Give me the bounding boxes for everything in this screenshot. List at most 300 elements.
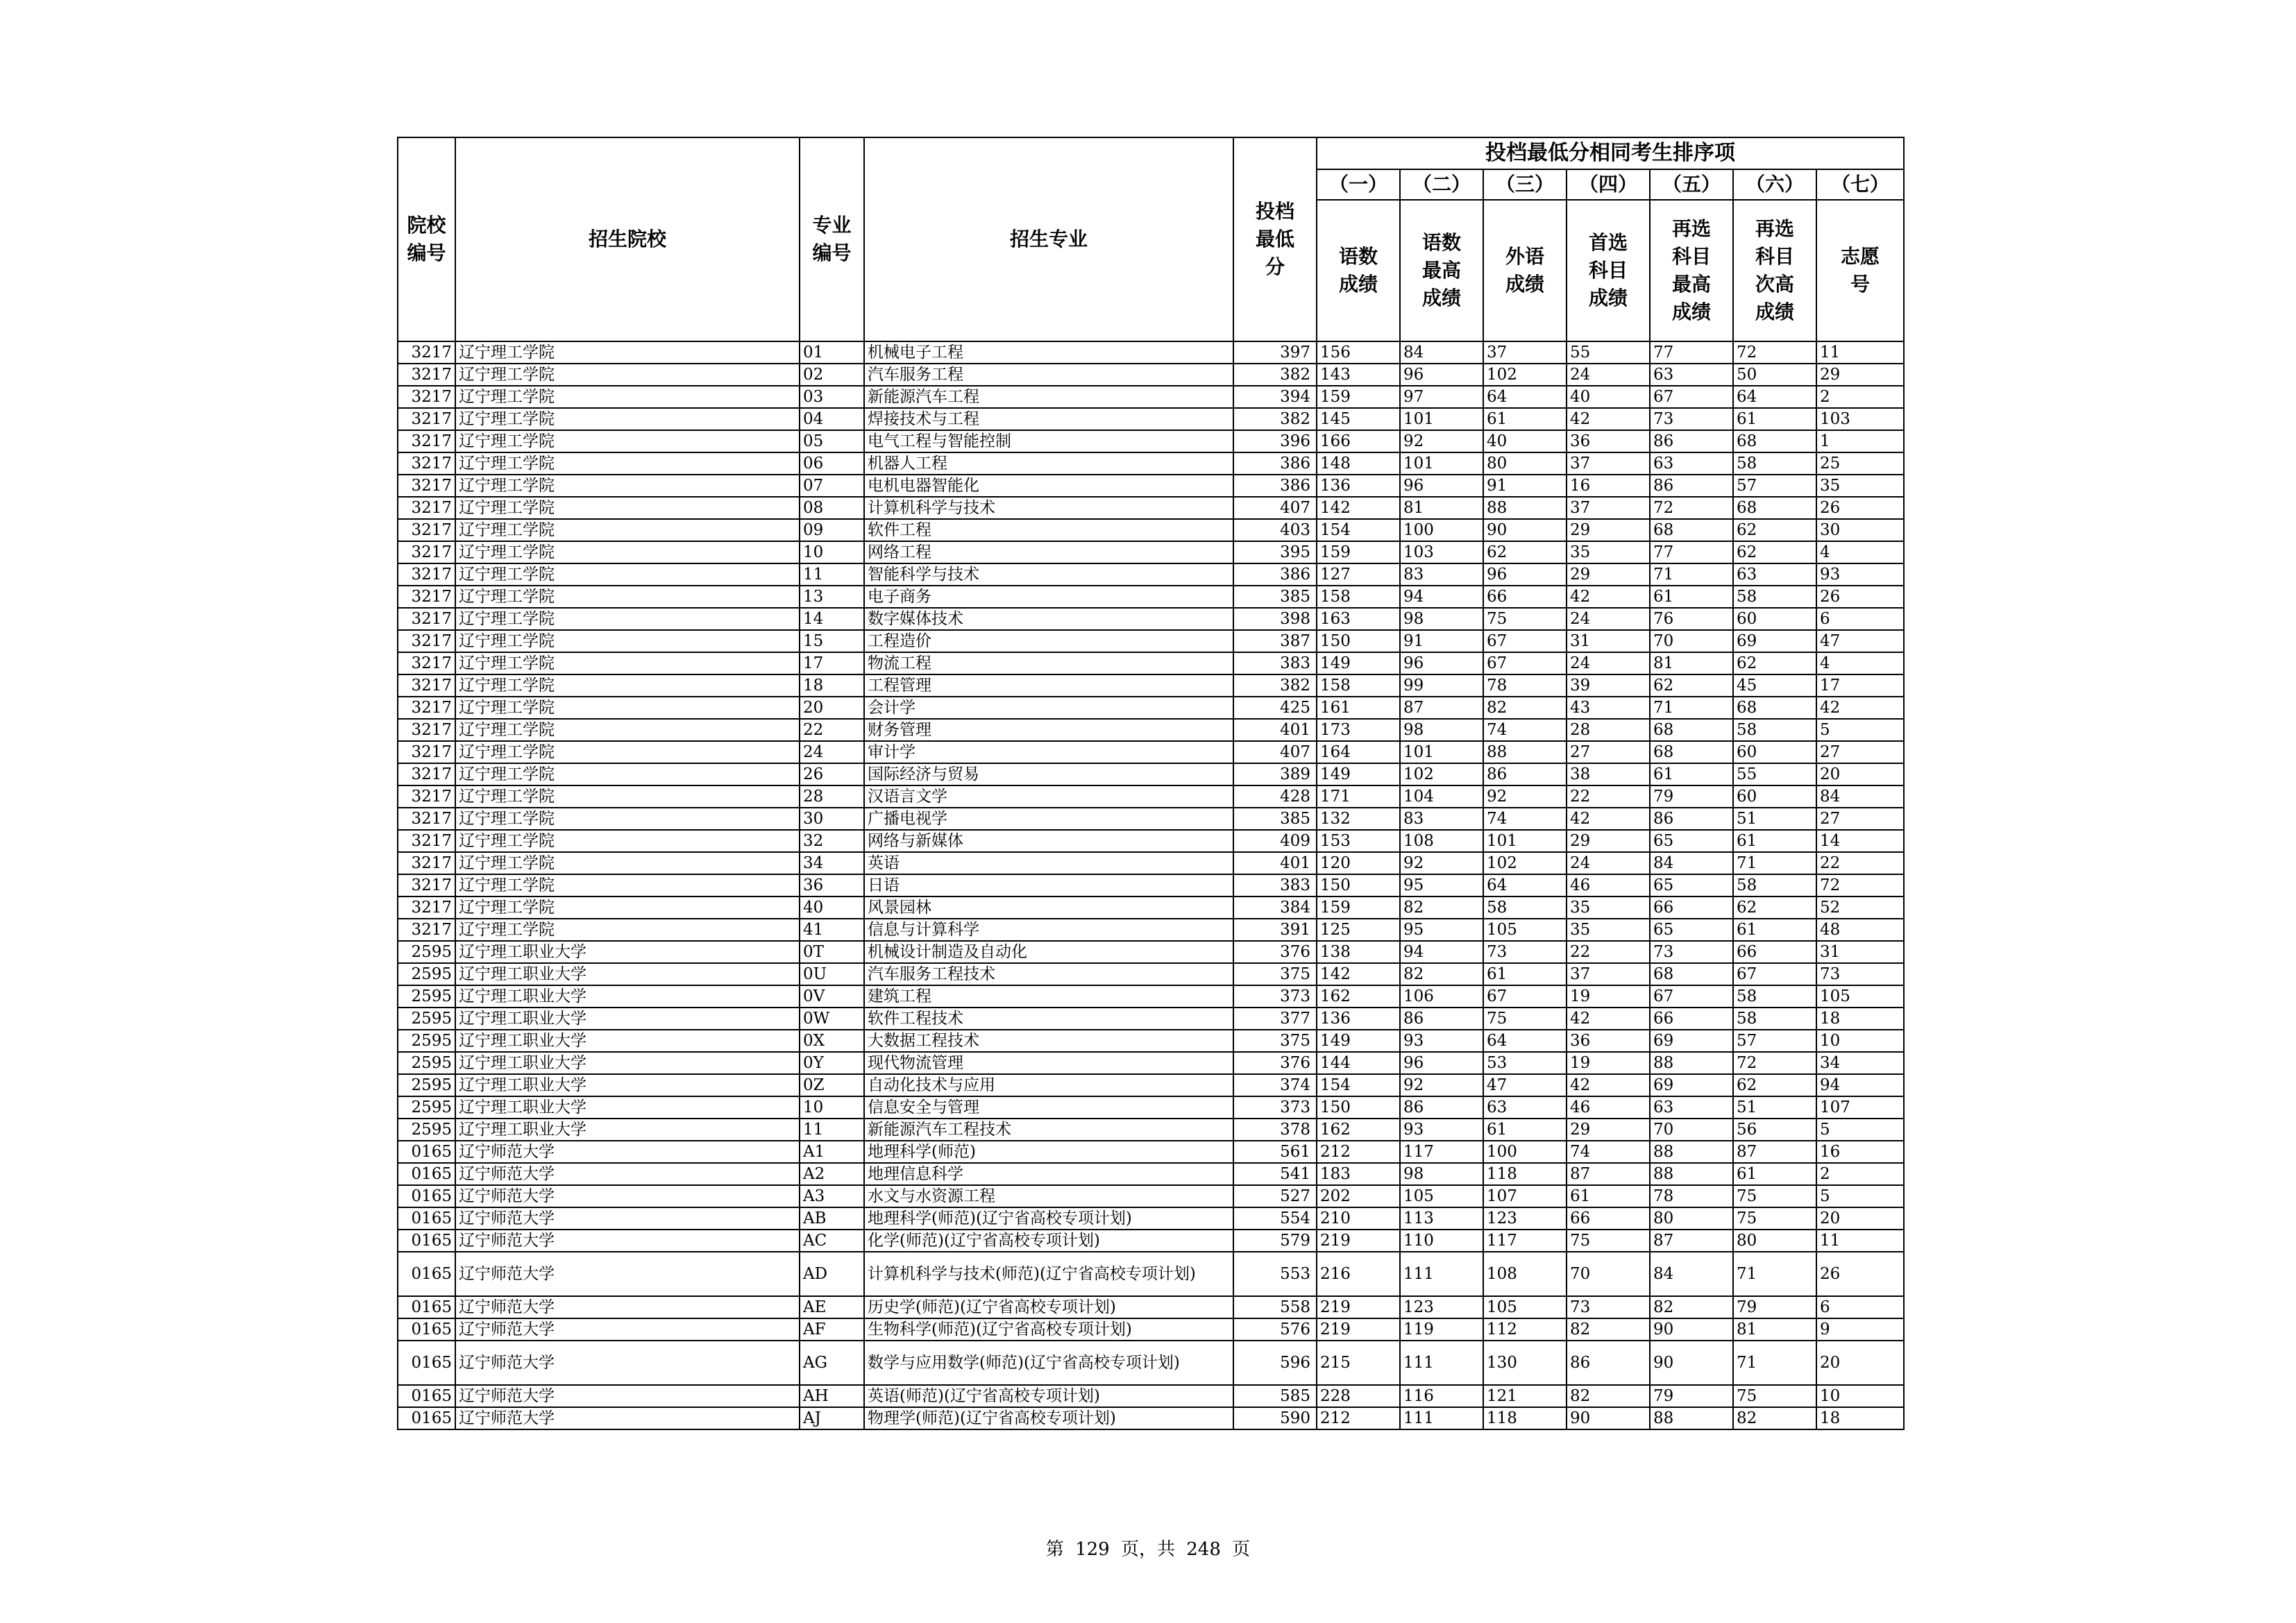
tiebreak-4-cell: 75 [1567, 1230, 1650, 1252]
table-row [398, 630, 1904, 652]
tiebreak-1-cell: 149 [1317, 1030, 1400, 1052]
tiebreak-4-cell: 40 [1567, 386, 1650, 408]
tiebreak-4-cell: 86 [1567, 1341, 1650, 1385]
table-row [398, 1207, 1904, 1230]
school-code-cell: 2595 [398, 941, 455, 963]
school-name-cell: 辽宁师范大学 [455, 1296, 800, 1318]
tiebreak-1-cell: 212 [1317, 1407, 1400, 1429]
tiebreak-1-cell: 125 [1317, 919, 1400, 941]
tiebreak-5-cell: 82 [1650, 1296, 1733, 1318]
tiebreak-4-cell: 36 [1567, 430, 1650, 452]
school-code-cell: 3217 [398, 741, 455, 763]
tiebreak-2-cell: 94 [1400, 941, 1483, 963]
min-score-cell: 401 [1233, 852, 1317, 874]
tiebreak-4-cell: 46 [1567, 1096, 1650, 1119]
tiebreak-6-cell: 72 [1733, 341, 1816, 364]
major-name-cell: 国际经济与贸易 [864, 763, 1233, 785]
table-row [398, 1407, 1904, 1429]
tiebreak-1-cell: 159 [1317, 386, 1400, 408]
tiebreak-4-cell: 27 [1567, 741, 1650, 763]
major-name-cell: 物理学(师范)(辽宁省高校专项计划) [864, 1407, 1233, 1429]
tiebreak-6-cell: 51 [1733, 1096, 1816, 1119]
tiebreak-2-cell: 117 [1400, 1141, 1483, 1163]
major-name-cell: 工程造价 [864, 630, 1233, 652]
header-tiebreak-num: （二） [1400, 169, 1483, 200]
tiebreak-4-cell: 22 [1567, 785, 1650, 808]
school-name-cell: 辽宁师范大学 [455, 1207, 800, 1230]
tiebreak-7-cell: 4 [1816, 541, 1904, 563]
tiebreak-3-cell: 102 [1483, 852, 1567, 874]
tiebreak-3-cell: 61 [1483, 408, 1567, 430]
tiebreak-7-cell: 47 [1816, 630, 1904, 652]
tiebreak-4-cell: 19 [1567, 1052, 1650, 1074]
tiebreak-2-cell: 97 [1400, 386, 1483, 408]
school-code-cell: 3217 [398, 475, 455, 497]
tiebreak-3-cell: 53 [1483, 1052, 1567, 1074]
tiebreak-6-cell: 60 [1733, 741, 1816, 763]
footer-post: 页 [1232, 1539, 1251, 1560]
major-code-cell: 04 [800, 408, 864, 430]
table-row [398, 741, 1904, 763]
school-code-cell: 3217 [398, 919, 455, 941]
tiebreak-2-cell: 99 [1400, 674, 1483, 697]
min-score-cell: 596 [1233, 1341, 1317, 1385]
school-code-cell: 0165 [398, 1385, 455, 1407]
tiebreak-4-cell: 87 [1567, 1163, 1650, 1185]
tiebreak-7-cell: 5 [1816, 1119, 1904, 1141]
tiebreak-2-cell: 111 [1400, 1407, 1483, 1429]
major-code-cell: 10 [800, 1096, 864, 1119]
tiebreak-5-cell: 90 [1650, 1318, 1733, 1341]
major-name-cell: 历史学(师范)(辽宁省高校专项计划) [864, 1296, 1233, 1318]
major-code-cell: 34 [800, 852, 864, 874]
tiebreak-3-cell: 40 [1483, 430, 1567, 452]
tiebreak-3-cell: 101 [1483, 830, 1567, 852]
tiebreak-4-cell: 35 [1567, 541, 1650, 563]
school-code-cell: 3217 [398, 608, 455, 630]
tiebreak-1-cell: 202 [1317, 1185, 1400, 1207]
tiebreak-7-cell: 18 [1816, 1008, 1904, 1030]
tiebreak-5-cell: 79 [1650, 785, 1733, 808]
tiebreak-6-cell: 71 [1733, 852, 1816, 874]
tiebreak-2-cell: 86 [1400, 1096, 1483, 1119]
tiebreak-7-cell: 10 [1816, 1030, 1904, 1052]
header-tiebreak-num: （五） [1650, 169, 1733, 200]
major-name-cell: 自动化技术与应用 [864, 1074, 1233, 1096]
header-major-code: 专业 编号 [800, 137, 864, 341]
tiebreak-1-cell: 162 [1317, 1119, 1400, 1141]
min-score-cell: 391 [1233, 919, 1317, 941]
tiebreak-2-cell: 98 [1400, 719, 1483, 741]
min-score-cell: 394 [1233, 386, 1317, 408]
min-score-cell: 403 [1233, 519, 1317, 541]
school-name-cell: 辽宁师范大学 [455, 1341, 800, 1385]
major-code-cell: AJ [800, 1407, 864, 1429]
major-name-cell: 电子商务 [864, 586, 1233, 608]
tiebreak-6-cell: 62 [1733, 897, 1816, 919]
tiebreak-5-cell: 90 [1650, 1341, 1733, 1385]
major-code-cell: 0X [800, 1030, 864, 1052]
table-row [398, 408, 1904, 430]
tiebreak-6-cell: 58 [1733, 985, 1816, 1008]
school-code-cell: 3217 [398, 541, 455, 563]
school-name-cell: 辽宁理工学院 [455, 563, 800, 586]
tiebreak-7-cell: 6 [1816, 608, 1904, 630]
tiebreak-6-cell: 64 [1733, 386, 1816, 408]
school-code-cell: 2595 [398, 1052, 455, 1074]
major-code-cell: 41 [800, 919, 864, 941]
tiebreak-4-cell: 70 [1567, 1252, 1650, 1296]
tiebreak-4-cell: 43 [1567, 697, 1650, 719]
tiebreak-6-cell: 61 [1733, 919, 1816, 941]
min-score-cell: 378 [1233, 1119, 1317, 1141]
table-row [398, 1074, 1904, 1096]
table-row [398, 963, 1904, 985]
major-name-cell: 工程管理 [864, 674, 1233, 697]
min-score-cell: 590 [1233, 1407, 1317, 1429]
major-name-cell: 生物科学(师范)(辽宁省高校专项计划) [864, 1318, 1233, 1341]
table-row [398, 386, 1904, 408]
table-row [398, 452, 1904, 475]
tiebreak-1-cell: 173 [1317, 719, 1400, 741]
tiebreak-5-cell: 77 [1650, 341, 1733, 364]
major-code-cell: 36 [800, 874, 864, 897]
page-footer [0, 1535, 2296, 1561]
school-code-cell: 0165 [398, 1185, 455, 1207]
major-code-cell: 10 [800, 541, 864, 563]
tiebreak-4-cell: 82 [1567, 1385, 1650, 1407]
tiebreak-1-cell: 138 [1317, 941, 1400, 963]
tiebreak-5-cell: 68 [1650, 719, 1733, 741]
tiebreak-1-cell: 164 [1317, 741, 1400, 763]
tiebreak-4-cell: 37 [1567, 452, 1650, 475]
tiebreak-3-cell: 63 [1483, 1096, 1567, 1119]
header-tiebreak-num: （七） [1816, 169, 1904, 200]
tiebreak-5-cell: 86 [1650, 430, 1733, 452]
major-name-cell: 计算机科学与技术 [864, 497, 1233, 519]
school-name-cell: 辽宁理工职业大学 [455, 985, 800, 1008]
school-code-cell: 3217 [398, 719, 455, 741]
school-name-cell: 辽宁师范大学 [455, 1141, 800, 1163]
tiebreak-6-cell: 69 [1733, 630, 1816, 652]
tiebreak-5-cell: 73 [1650, 408, 1733, 430]
table-row [398, 1030, 1904, 1052]
tiebreak-2-cell: 102 [1400, 763, 1483, 785]
tiebreak-3-cell: 91 [1483, 475, 1567, 497]
tiebreak-4-cell: 22 [1567, 941, 1650, 963]
tiebreak-7-cell: 107 [1816, 1096, 1904, 1119]
tiebreak-3-cell: 73 [1483, 941, 1567, 963]
tiebreak-3-cell: 62 [1483, 541, 1567, 563]
min-score-cell: 407 [1233, 741, 1317, 763]
header-min-score: 投档 最低 分 [1233, 137, 1317, 341]
tiebreak-6-cell: 67 [1733, 963, 1816, 985]
tiebreak-5-cell: 71 [1650, 697, 1733, 719]
school-name-cell: 辽宁理工学院 [455, 674, 800, 697]
school-code-cell: 3217 [398, 697, 455, 719]
school-name-cell: 辽宁理工学院 [455, 364, 800, 386]
major-name-cell: 数字媒体技术 [864, 608, 1233, 630]
major-name-cell: 英语(师范)(辽宁省高校专项计划) [864, 1385, 1233, 1407]
tiebreak-6-cell: 75 [1733, 1185, 1816, 1207]
school-code-cell: 3217 [398, 497, 455, 519]
tiebreak-7-cell: 22 [1816, 852, 1904, 874]
school-name-cell: 辽宁理工学院 [455, 408, 800, 430]
major-code-cell: AF [800, 1318, 864, 1341]
tiebreak-3-cell: 74 [1483, 719, 1567, 741]
tiebreak-7-cell: 17 [1816, 674, 1904, 697]
min-score-cell: 386 [1233, 452, 1317, 475]
school-code-cell: 0165 [398, 1141, 455, 1163]
header-tiebreak-item: 志愿 号 [1816, 200, 1904, 341]
table-row [398, 519, 1904, 541]
tiebreak-4-cell: 24 [1567, 364, 1650, 386]
tiebreak-4-cell: 31 [1567, 630, 1650, 652]
min-score-cell: 401 [1233, 719, 1317, 741]
tiebreak-7-cell: 72 [1816, 874, 1904, 897]
major-code-cell: 30 [800, 808, 864, 830]
tiebreak-2-cell: 93 [1400, 1119, 1483, 1141]
tiebreak-5-cell: 87 [1650, 1230, 1733, 1252]
tiebreak-1-cell: 183 [1317, 1163, 1400, 1185]
school-code-cell: 0165 [398, 1252, 455, 1296]
min-score-cell: 385 [1233, 808, 1317, 830]
header-tiebreak-num: （六） [1733, 169, 1816, 200]
school-name-cell: 辽宁理工学院 [455, 519, 800, 541]
tiebreak-6-cell: 82 [1733, 1407, 1816, 1429]
tiebreak-1-cell: 154 [1317, 1074, 1400, 1096]
school-name-cell: 辽宁理工职业大学 [455, 1030, 800, 1052]
table-row [398, 1185, 1904, 1207]
tiebreak-7-cell: 1 [1816, 430, 1904, 452]
tiebreak-3-cell: 75 [1483, 608, 1567, 630]
table-row [398, 1052, 1904, 1074]
tiebreak-2-cell: 101 [1400, 741, 1483, 763]
school-name-cell: 辽宁理工学院 [455, 919, 800, 941]
tiebreak-2-cell: 123 [1400, 1296, 1483, 1318]
tiebreak-2-cell: 113 [1400, 1207, 1483, 1230]
tiebreak-1-cell: 162 [1317, 985, 1400, 1008]
major-name-cell: 风景园林 [864, 897, 1233, 919]
min-score-cell: 386 [1233, 475, 1317, 497]
tiebreak-1-cell: 142 [1317, 497, 1400, 519]
major-code-cell: AE [800, 1296, 864, 1318]
tiebreak-6-cell: 50 [1733, 364, 1816, 386]
tiebreak-7-cell: 5 [1816, 1185, 1904, 1207]
tiebreak-5-cell: 67 [1650, 386, 1733, 408]
tiebreak-7-cell: 30 [1816, 519, 1904, 541]
tiebreak-1-cell: 143 [1317, 364, 1400, 386]
table-row [398, 586, 1904, 608]
school-name-cell: 辽宁理工学院 [455, 652, 800, 674]
tiebreak-4-cell: 42 [1567, 1074, 1650, 1096]
tiebreak-2-cell: 87 [1400, 697, 1483, 719]
school-name-cell: 辽宁理工学院 [455, 719, 800, 741]
school-name-cell: 辽宁师范大学 [455, 1163, 800, 1185]
tiebreak-4-cell: 19 [1567, 985, 1650, 1008]
tiebreak-6-cell: 58 [1733, 874, 1816, 897]
min-score-cell: 373 [1233, 1096, 1317, 1119]
header-major-name: 招生专业 [864, 137, 1233, 341]
tiebreak-1-cell: 171 [1317, 785, 1400, 808]
min-score-cell: 585 [1233, 1385, 1317, 1407]
major-name-cell: 信息安全与管理 [864, 1096, 1233, 1119]
tiebreak-2-cell: 96 [1400, 364, 1483, 386]
min-score-cell: 389 [1233, 763, 1317, 785]
min-score-cell: 395 [1233, 541, 1317, 563]
major-code-cell: 01 [800, 341, 864, 364]
tiebreak-3-cell: 66 [1483, 586, 1567, 608]
school-name-cell: 辽宁理工职业大学 [455, 941, 800, 963]
school-code-cell: 3217 [398, 630, 455, 652]
tiebreak-4-cell: 39 [1567, 674, 1650, 697]
tiebreak-6-cell: 72 [1733, 1052, 1816, 1074]
major-name-cell: 电气工程与智能控制 [864, 430, 1233, 452]
tiebreak-2-cell: 100 [1400, 519, 1483, 541]
tiebreak-6-cell: 58 [1733, 586, 1816, 608]
tiebreak-7-cell: 52 [1816, 897, 1904, 919]
school-code-cell: 0165 [398, 1207, 455, 1230]
tiebreak-1-cell: 136 [1317, 475, 1400, 497]
tiebreak-7-cell: 5 [1816, 719, 1904, 741]
tiebreak-6-cell: 68 [1733, 497, 1816, 519]
min-score-cell: 527 [1233, 1185, 1317, 1207]
table-row [398, 830, 1904, 852]
tiebreak-1-cell: 150 [1317, 1096, 1400, 1119]
tiebreak-4-cell: 29 [1567, 830, 1650, 852]
min-score-cell: 553 [1233, 1252, 1317, 1296]
min-score-cell: 385 [1233, 586, 1317, 608]
tiebreak-6-cell: 66 [1733, 941, 1816, 963]
tiebreak-3-cell: 47 [1483, 1074, 1567, 1096]
tiebreak-7-cell: 4 [1816, 652, 1904, 674]
tiebreak-5-cell: 66 [1650, 897, 1733, 919]
tiebreak-6-cell: 62 [1733, 519, 1816, 541]
tiebreak-5-cell: 71 [1650, 563, 1733, 586]
tiebreak-5-cell: 63 [1650, 452, 1733, 475]
table-row [398, 497, 1904, 519]
tiebreak-2-cell: 95 [1400, 874, 1483, 897]
school-name-cell: 辽宁理工职业大学 [455, 1008, 800, 1030]
header-tiebreak-item: 首选 科目 成绩 [1567, 200, 1650, 341]
tiebreak-7-cell: 11 [1816, 1230, 1904, 1252]
major-name-cell: 建筑工程 [864, 985, 1233, 1008]
major-code-cell: AC [800, 1230, 864, 1252]
tiebreak-2-cell: 111 [1400, 1341, 1483, 1385]
school-code-cell: 2595 [398, 1008, 455, 1030]
header-tiebreak-item: 外语 成绩 [1483, 200, 1567, 341]
tiebreak-5-cell: 73 [1650, 941, 1733, 963]
tiebreak-5-cell: 78 [1650, 1185, 1733, 1207]
tiebreak-5-cell: 84 [1650, 1252, 1733, 1296]
tiebreak-5-cell: 77 [1650, 541, 1733, 563]
tiebreak-1-cell: 142 [1317, 963, 1400, 985]
school-code-cell: 3217 [398, 563, 455, 586]
tiebreak-3-cell: 64 [1483, 386, 1567, 408]
school-name-cell: 辽宁理工职业大学 [455, 1119, 800, 1141]
tiebreak-3-cell: 107 [1483, 1185, 1567, 1207]
school-code-cell: 3217 [398, 830, 455, 852]
major-name-cell: 机械设计制造及自动化 [864, 941, 1233, 963]
school-name-cell: 辽宁师范大学 [455, 1185, 800, 1207]
min-score-cell: 386 [1233, 563, 1317, 586]
tiebreak-5-cell: 65 [1650, 874, 1733, 897]
table-row [398, 697, 1904, 719]
tiebreak-4-cell: 29 [1567, 519, 1650, 541]
tiebreak-3-cell: 130 [1483, 1341, 1567, 1385]
min-score-cell: 561 [1233, 1141, 1317, 1163]
tiebreak-5-cell: 81 [1650, 652, 1733, 674]
tiebreak-4-cell: 38 [1567, 763, 1650, 785]
tiebreak-2-cell: 101 [1400, 408, 1483, 430]
major-code-cell: 28 [800, 785, 864, 808]
tiebreak-6-cell: 75 [1733, 1207, 1816, 1230]
table-row [398, 1341, 1904, 1385]
tiebreak-4-cell: 28 [1567, 719, 1650, 741]
min-score-cell: 425 [1233, 697, 1317, 719]
tiebreak-7-cell: 10 [1816, 1385, 1904, 1407]
tiebreak-6-cell: 80 [1733, 1230, 1816, 1252]
tiebreak-6-cell: 45 [1733, 674, 1816, 697]
tiebreak-4-cell: 55 [1567, 341, 1650, 364]
min-score-cell: 576 [1233, 1318, 1317, 1341]
major-code-cell: A1 [800, 1141, 864, 1163]
min-score-cell: 382 [1233, 674, 1317, 697]
min-score-cell: 428 [1233, 785, 1317, 808]
school-name-cell: 辽宁理工职业大学 [455, 963, 800, 985]
school-code-cell: 0165 [398, 1318, 455, 1341]
school-code-cell: 3217 [398, 674, 455, 697]
major-code-cell: AH [800, 1385, 864, 1407]
tiebreak-5-cell: 61 [1650, 763, 1733, 785]
tiebreak-3-cell: 96 [1483, 563, 1567, 586]
tiebreak-7-cell: 11 [1816, 341, 1904, 364]
major-name-cell: 焊接技术与工程 [864, 408, 1233, 430]
tiebreak-5-cell: 88 [1650, 1163, 1733, 1185]
major-name-cell: 审计学 [864, 741, 1233, 763]
tiebreak-7-cell: 27 [1816, 808, 1904, 830]
tiebreak-5-cell: 68 [1650, 741, 1733, 763]
tiebreak-1-cell: 144 [1317, 1052, 1400, 1074]
tiebreak-1-cell: 161 [1317, 697, 1400, 719]
tiebreak-2-cell: 92 [1400, 852, 1483, 874]
school-name-cell: 辽宁师范大学 [455, 1407, 800, 1429]
major-name-cell: 软件工程技术 [864, 1008, 1233, 1030]
major-code-cell: 0T [800, 941, 864, 963]
min-score-cell: 398 [1233, 608, 1317, 630]
major-code-cell: 14 [800, 608, 864, 630]
tiebreak-3-cell: 117 [1483, 1230, 1567, 1252]
tiebreak-6-cell: 60 [1733, 608, 1816, 630]
major-name-cell: 信息与计算科学 [864, 919, 1233, 941]
school-code-cell: 2595 [398, 1074, 455, 1096]
table-row [398, 430, 1904, 452]
major-name-cell: 地理科学(师范)(辽宁省高校专项计划) [864, 1207, 1233, 1230]
major-code-cell: 0U [800, 963, 864, 985]
table-row [398, 652, 1904, 674]
major-code-cell: AG [800, 1341, 864, 1385]
tiebreak-4-cell: 24 [1567, 652, 1650, 674]
major-code-cell: 0Y [800, 1052, 864, 1074]
school-name-cell: 辽宁理工学院 [455, 741, 800, 763]
tiebreak-1-cell: 153 [1317, 830, 1400, 852]
major-code-cell: A3 [800, 1185, 864, 1207]
tiebreak-7-cell: 35 [1816, 475, 1904, 497]
table-row [398, 985, 1904, 1008]
table-row [398, 1008, 1904, 1030]
min-score-cell: 554 [1233, 1207, 1317, 1230]
tiebreak-4-cell: 29 [1567, 563, 1650, 586]
